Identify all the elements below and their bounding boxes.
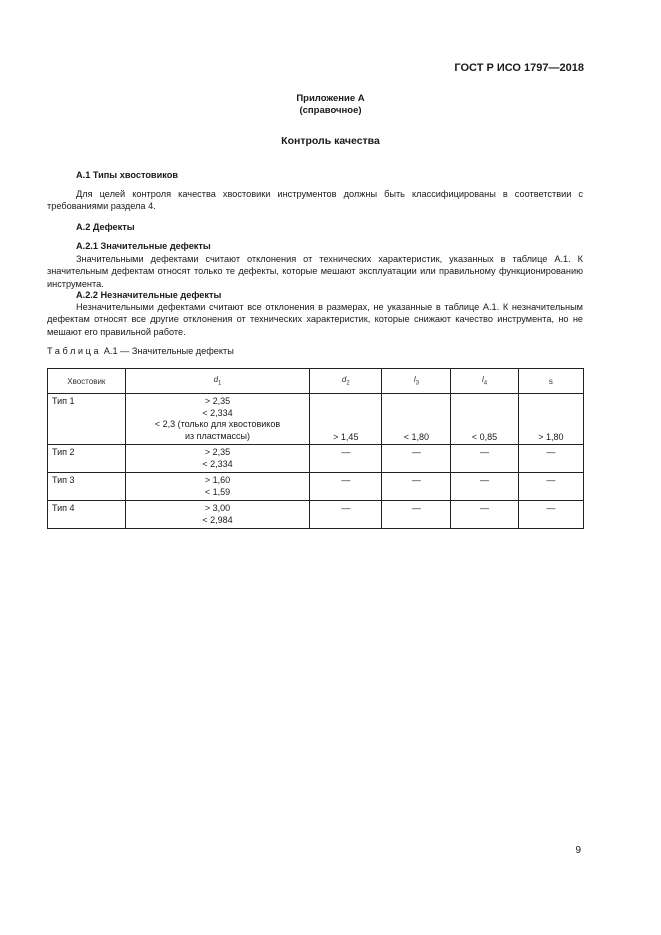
section-a22-text: Незначительными дефектами считают все отклонения в размерах, не указанные в таблице А.1. К незначительным дефектам относят все другие отклонения от технических характеристик, которые снижают качество инструмента, но не мешают его правильной работе. bbox=[47, 302, 583, 337]
cell-s: > 1,80 bbox=[518, 394, 583, 445]
cell-type: Тип 3 bbox=[48, 473, 126, 501]
header-d1: $d_1$ bbox=[125, 369, 310, 394]
page-number: 9 bbox=[575, 845, 581, 856]
cell-l4: — bbox=[451, 445, 518, 473]
cell-d2: — bbox=[310, 501, 382, 529]
cell-l4: — bbox=[451, 501, 518, 529]
cell-d1: > 2,35 < 2,334 < 2,3 (только для хвостовиков из пластмассы) bbox=[125, 394, 310, 445]
section-a21-text: Значительными дефектами считают отклонения от технических характеристик, указанных в таблице А.1. К значительным дефектам относят только те дефекты, которые мешают эксплуатации или правильному функционированию инструмента. bbox=[47, 254, 583, 289]
cell-l4: < 0,85 bbox=[451, 394, 518, 445]
header-shank: Хвостовик bbox=[48, 369, 126, 394]
page-title: Контроль качества bbox=[281, 135, 380, 147]
table-row bbox=[48, 445, 584, 473]
cell-d2: — bbox=[310, 473, 382, 501]
table-caption: Таблица А.1 — Значительные дефекты bbox=[47, 346, 234, 356]
header-s: s bbox=[518, 369, 583, 394]
cell-d2: — bbox=[310, 445, 382, 473]
header-l3: $l_3$ bbox=[382, 369, 451, 394]
cell-l4: — bbox=[451, 473, 518, 501]
cell-d1: > 3,00 < 2,984 bbox=[125, 501, 310, 529]
cell-s: — bbox=[518, 501, 583, 529]
table-row bbox=[48, 394, 584, 445]
table-row bbox=[48, 501, 584, 529]
cell-type: Тип 2 bbox=[48, 445, 126, 473]
cell-l3: — bbox=[382, 445, 451, 473]
annex-type: (справочное) bbox=[299, 105, 362, 116]
header-l4: $l_4$ bbox=[451, 369, 518, 394]
section-a22-heading: А.2.2 Незначительные дефекты bbox=[76, 290, 222, 300]
cell-d1: > 2,35 < 2,334 bbox=[125, 445, 310, 473]
document-code: ГОСТ Р ИСО 1797—2018 bbox=[454, 62, 584, 74]
cell-l3: — bbox=[382, 473, 451, 501]
section-a1-text: Для целей контроля качества хвостовики инструментов должны быть классифицированы в соответствии с требованиями раздела 4. bbox=[47, 189, 583, 212]
header-d2: $d_2$ bbox=[310, 369, 382, 394]
table-header-row bbox=[48, 369, 584, 394]
annex-title: Приложение А bbox=[296, 93, 365, 104]
cell-s: — bbox=[518, 445, 583, 473]
defects-table bbox=[47, 368, 584, 529]
section-a2-heading: А.2 Дефекты bbox=[76, 222, 135, 232]
cell-type: Тип 4 bbox=[48, 501, 126, 529]
section-a1-heading: А.1 Типы хвостовиков bbox=[76, 170, 178, 180]
cell-s: — bbox=[518, 473, 583, 501]
section-a21-heading: А.2.1 Значительные дефекты bbox=[76, 241, 211, 251]
cell-d2: > 1,45 bbox=[310, 394, 382, 445]
cell-l3: < 1,80 bbox=[382, 394, 451, 445]
cell-type: Тип 1 bbox=[48, 394, 126, 445]
cell-d1: > 1,60 < 1,59 bbox=[125, 473, 310, 501]
table-row bbox=[48, 473, 584, 501]
cell-l3: — bbox=[382, 501, 451, 529]
